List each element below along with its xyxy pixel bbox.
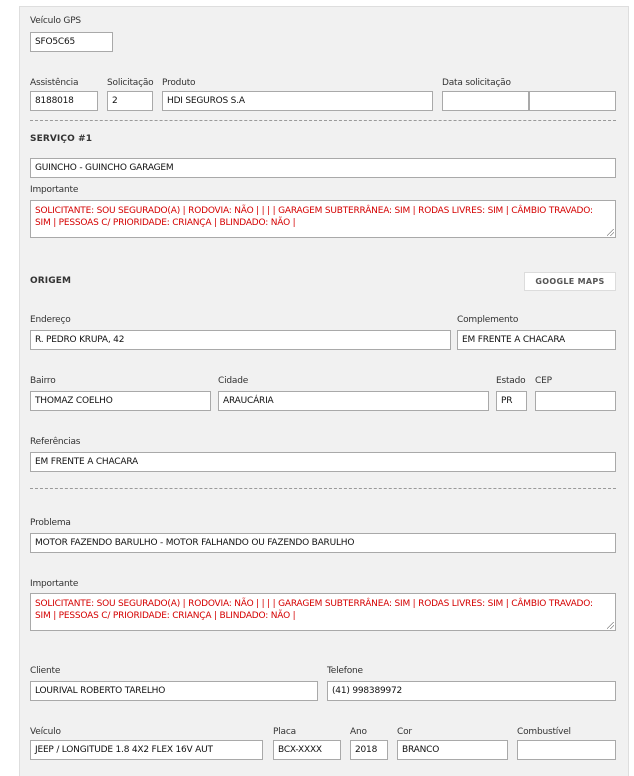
veiculo-label: Veículo [30,727,61,737]
bairro-field[interactable]: THOMAZ COELHO [30,391,211,411]
complemento-field[interactable]: EM FRENTE A CHACARA [457,330,616,350]
referencias-label: Referências [30,437,81,447]
servico-importante-textarea[interactable] [30,200,616,238]
servico-title: SERVIÇO #1 [30,134,93,144]
solicitacao-field[interactable]: 2 [107,91,153,111]
complemento-label: Complemento [457,315,519,325]
produto-label: Produto [162,78,196,88]
problema-importante-text: SOLICITANTE: SOU SEGURADO(A) | RODOVIA: NÃO | | | | GARAGEM SUBTERRÂNEA: SIM | RODAS LIVRES: SIM | CÂMBIO TRAVADO: SIM | PESSOAS C/ PRIORIDADE: CRIANÇA | BLINDADO: NÃO | [35,599,593,621]
cidade-field[interactable]: ARAUCÁRIA [218,391,489,411]
data-solicitacao-time-field[interactable] [529,91,616,111]
solicitacao-label: Solicitação [107,78,154,88]
problema-importante-label: Importante [30,579,79,589]
problema-field[interactable]: MOTOR FAZENDO BARULHO - MOTOR FALHANDO OU FAZENDO BARULHO [30,533,616,553]
cep-field[interactable] [535,391,616,411]
cliente-field[interactable]: LOURIVAL ROBERTO TARELHO [30,681,318,701]
data-solicitacao-label: Data solicitação [442,78,511,88]
assistencia-label: Assistência [30,78,79,88]
estado-label: Estado [496,376,526,386]
resize-grip-icon[interactable] [607,229,614,236]
endereco-label: Endereço [30,315,71,325]
placa-label: Placa [273,727,296,737]
bairro-label: Bairro [30,376,56,386]
cor-field[interactable]: BRANCO [397,740,508,760]
cliente-label: Cliente [30,666,61,676]
combustivel-field[interactable] [517,740,616,760]
ano-label: Ano [350,727,367,737]
divider [30,488,616,489]
assistencia-field[interactable]: 8188018 [30,91,98,111]
problema-label: Problema [30,518,71,528]
problema-importante-textarea[interactable] [30,593,616,631]
cidade-label: Cidade [218,376,249,386]
produto-field[interactable]: HDI SEGUROS S.A [162,91,433,111]
resize-grip-icon[interactable] [607,622,614,629]
endereco-field[interactable]: R. PEDRO KRUPA, 42 [30,330,451,350]
estado-field[interactable]: PR [496,391,527,411]
origem-title: ORIGEM [30,276,72,286]
cep-label: CEP [535,376,552,386]
ano-field[interactable]: 2018 [350,740,388,760]
placa-field[interactable]: BCX-XXXX [273,740,341,760]
divider [30,120,616,121]
cor-label: Cor [397,727,412,737]
servico-importante-label: Importante [30,185,79,195]
vehicle-gps-field[interactable]: SFO5C65 [30,32,113,52]
google-maps-button[interactable]: GOOGLE MAPS [524,272,616,291]
data-solicitacao-date-field[interactable] [442,91,529,111]
servico-importante-text: SOLICITANTE: SOU SEGURADO(A) | RODOVIA: NÃO | | | | GARAGEM SUBTERRÂNEA: SIM | RODAS LIVRES: SIM | CÂMBIO TRAVADO: SIM | PESSOAS C/ PRIORIDADE: CRIANÇA | BLINDADO: NÃO | [35,206,593,228]
telefone-field[interactable]: (41) 998389972 [327,681,616,701]
telefone-label: Telefone [327,666,363,676]
servico-field[interactable]: GUINCHO - GUINCHO GARAGEM [30,158,616,178]
referencias-field[interactable]: EM FRENTE A CHACARA [30,452,616,472]
combustivel-label: Combustível [517,727,571,737]
veiculo-field[interactable]: JEEP / LONGITUDE 1.8 4X2 FLEX 16V AUT [30,740,263,760]
vehicle-gps-label: Veículo GPS [30,16,81,26]
